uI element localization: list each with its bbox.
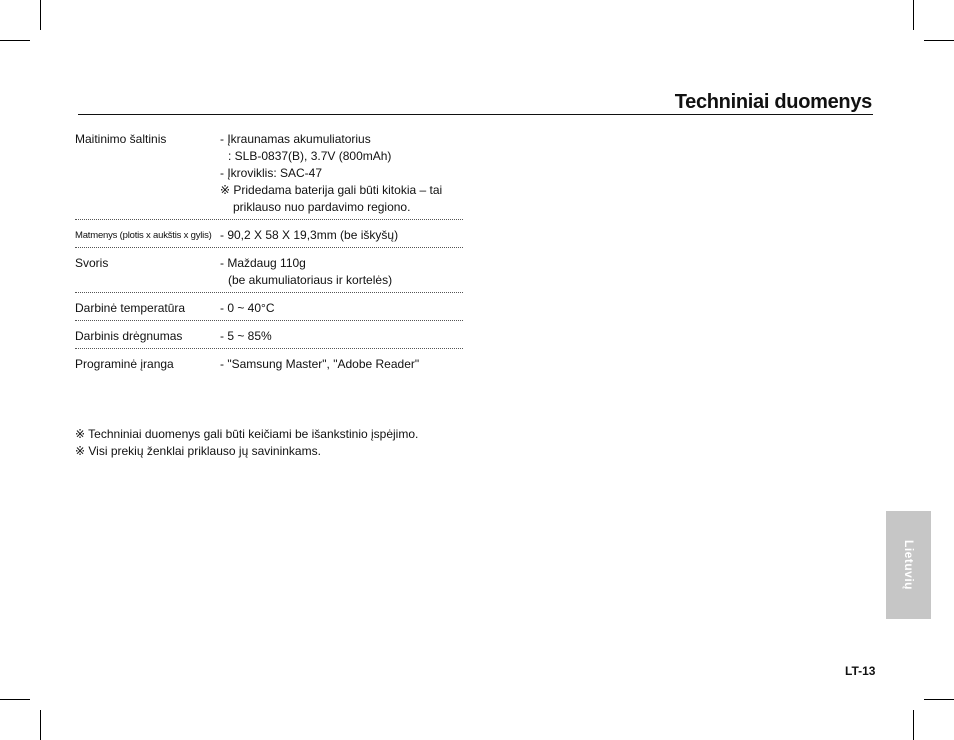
spec-value: : SLB-0837(B), 3.7V (800mAh) xyxy=(228,149,392,163)
spec-value: - "Samsung Master", "Adobe Reader" xyxy=(220,357,420,371)
page-number: LT-13 xyxy=(845,664,876,678)
spec-label: Maitinimo šaltinis xyxy=(75,132,167,146)
spec-values xyxy=(220,328,463,345)
note: ※ Visi prekių ženklai priklauso jų savininkams. xyxy=(75,444,321,458)
crop-mark xyxy=(924,699,954,700)
crop-mark xyxy=(0,40,30,41)
crop-mark xyxy=(924,40,954,41)
crop-mark xyxy=(913,710,914,740)
spec-values xyxy=(220,255,463,289)
spec-value: (be akumuliatoriaus ir kortelės) xyxy=(228,273,393,287)
title-rule xyxy=(78,114,873,115)
spec-value: - Maždaug 110g xyxy=(220,256,306,270)
spec-row-weight xyxy=(75,254,463,293)
spec-value: - Įkroviklis: SAC-47 xyxy=(220,166,323,180)
note: ※ Techniniai duomenys gali būti keičiami be išankstinio įspėjimo. xyxy=(75,427,419,441)
page-title: Techniniai duomenys xyxy=(674,91,872,113)
spec-values xyxy=(220,227,463,244)
crop-mark xyxy=(40,0,41,30)
spec-value: - 90,2 X 58 X 19,3mm (be iškyšų) xyxy=(220,228,399,242)
spec-row-dimensions xyxy=(75,226,463,248)
spec-table xyxy=(75,130,463,376)
spec-row-power xyxy=(75,130,463,220)
language-tab-label: Lietuvių xyxy=(901,539,916,591)
spec-label: Svoris xyxy=(75,256,109,270)
spec-value: priklauso nuo pardavimo regiono. xyxy=(233,200,411,214)
spec-label: Darbinis drėgnumas xyxy=(75,329,183,343)
spec-label: Darbinė temperatūra xyxy=(75,301,186,315)
spec-value: - Įkraunamas akumuliatorius xyxy=(220,132,371,146)
spec-value: - 5 ~ 85% xyxy=(220,329,272,343)
crop-mark xyxy=(913,0,914,30)
language-tab xyxy=(886,511,931,619)
crop-mark xyxy=(0,699,30,700)
spec-values xyxy=(220,131,463,216)
spec-row-temperature xyxy=(75,299,463,321)
spec-value: - 0 ~ 40°C xyxy=(220,301,275,315)
spec-label: Programinė įranga xyxy=(75,357,174,371)
crop-mark xyxy=(40,710,41,740)
spec-values xyxy=(220,356,463,373)
spec-values xyxy=(220,300,463,317)
spec-value: ※ Pridedama baterija gali būti kitokia – tai xyxy=(220,183,443,197)
notes xyxy=(75,426,418,460)
spec-row-humidity xyxy=(75,327,463,349)
spec-label: Matmenys (plotis x aukštis x gylis) xyxy=(75,230,212,241)
spec-row-software xyxy=(75,355,463,376)
